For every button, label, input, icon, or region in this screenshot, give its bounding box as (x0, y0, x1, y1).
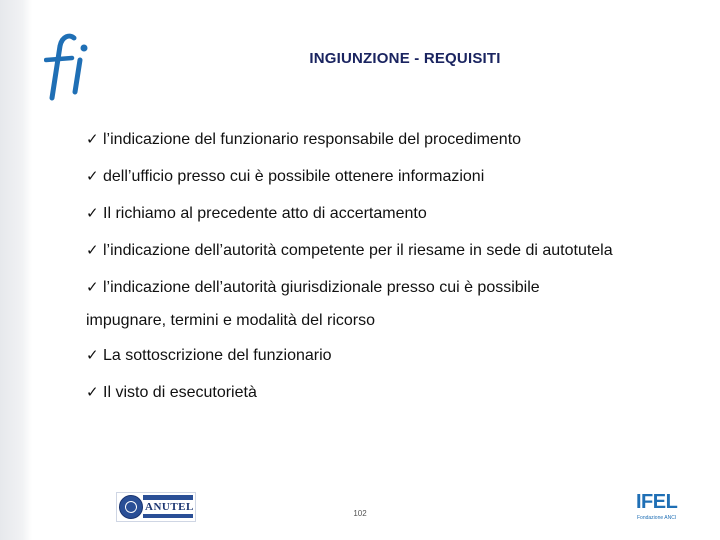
anutel-sub-bar (143, 514, 193, 518)
checkmark-icon: ✓ (86, 242, 99, 259)
checkmark-icon: ✓ (86, 347, 99, 364)
ifel-logo-subtitle: Fondazione ANCI (637, 515, 677, 521)
list-item (86, 130, 521, 150)
anutel-seal-icon (119, 495, 143, 519)
ifel-logo-text: IFEL (636, 491, 678, 513)
checkmark-icon: ✓ (86, 279, 99, 296)
list-item (86, 204, 427, 224)
list-item (86, 167, 484, 187)
list-item-continuation: impugnare, termini e modalità del ricorso (86, 312, 376, 329)
list-item-text: La sottoscrizione del funzionario (103, 347, 332, 364)
list-item (86, 278, 540, 298)
checkmark-icon: ✓ (86, 205, 99, 222)
list-item-text: Il visto di esecutorietà (103, 384, 257, 401)
anutel-logo (116, 492, 196, 522)
list-item-text: l’indicazione del funzionario responsabile del procedimento (103, 131, 522, 148)
list-item-text: dell’ufficio presso cui è possibile ottenere informazioni (103, 168, 485, 185)
checkmark-icon: ✓ (86, 384, 99, 401)
page-title: INGIUNZIONE - REQUISITI (309, 50, 501, 67)
left-decorative-band (0, 0, 32, 540)
anutel-bar (143, 495, 193, 500)
list-item-text: Il richiamo al precedente atto di accertamento (103, 205, 427, 222)
list-item (86, 346, 332, 366)
list-item (86, 241, 613, 261)
ifel-logo (636, 492, 676, 522)
anutel-logo-text: ANUTEL (145, 501, 194, 513)
checkmark-icon: ✓ (86, 131, 99, 148)
page-number: 102 (353, 509, 367, 518)
list-item-text: l’indicazione dell’autorità competente per il riesame in sede di autotutela (103, 242, 613, 259)
list-item-text: l’indicazione dell’autorità giurisdizionale presso cui è possibile (103, 279, 540, 296)
checkmark-icon: ✓ (86, 168, 99, 185)
fi-logo-icon (44, 30, 96, 102)
list-item (86, 383, 257, 403)
